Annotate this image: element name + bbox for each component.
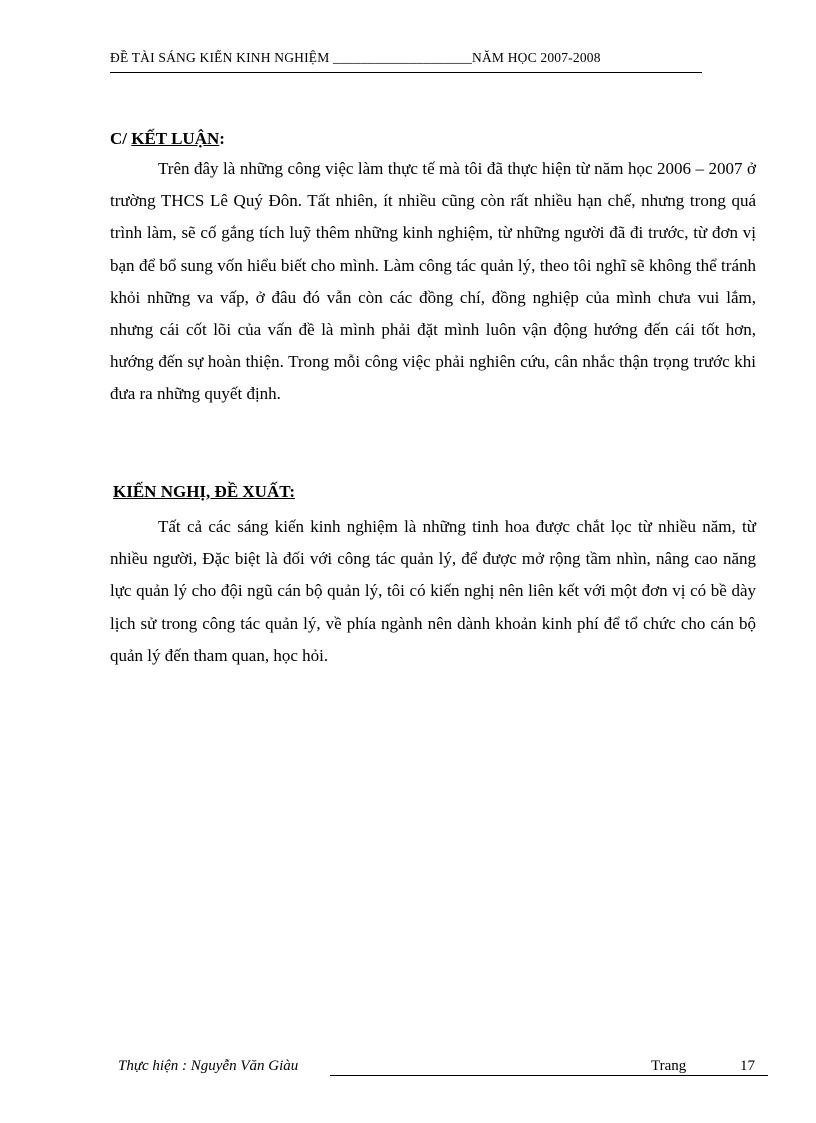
recommendation-paragraph: Tất cả các sáng kiến kinh nghiệm là những tinh hoa được chắt lọc từ nhiều năm, từ nhiều người, Đặc biệt là đối với công tác quản lý, để được mở rộng tầm nhìn, nâng cao năng lực quản lý cho đội ngũ cán bộ quản lý, tôi có kiến nghị nên liên kết với một đơn vị có bề dày lịch sử trong công tác quản lý, về phía ngành nên dành khoản kinh phí để tổ chức cho cán bộ quản lý đến tham quan, học hỏi.: [110, 517, 756, 665]
footer-page-number: 17: [740, 1058, 755, 1074]
footer-page-label: Trang: [651, 1058, 687, 1074]
conclusion-prefix: C/: [110, 129, 132, 148]
page-header: ĐỀ TÀI SÁNG KIẾN KINH NGHIỆM ____________________NĂM HỌC 2007-2008: [110, 50, 601, 65]
conclusion-colon: :: [219, 129, 225, 148]
conclusion-title: KẾT LUẬN: [131, 129, 220, 148]
header-rule: [110, 72, 702, 73]
conclusion-paragraph: Trên đây là những công việc làm thực tế mà tôi đã thực hiện từ năm học 2006 – 2007 ở trường THCS Lê Quý Đôn. Tất nhiên, ít nhiều cũng còn rất nhiều hạn chế, nhưng trong quá trình làm, sẽ cố gắng tích luỹ thêm những kinh nghiệm, từ những người đã đi trước, từ đơn vị bạn để bổ sung vốn hiểu biết cho mình. Làm công tác quản lý, theo tôi nghĩ sẽ không thể tránh khỏi những va vấp, ở đâu đó vẫn còn các đồng chí, đồng nghiệp của mình chưa vui lắm, nhưng cái cốt lõi của vấn đề là mình phải đặt mình luôn vận động hướng đến cái tốt hơn, hướng đến sự hoàn thiện. Trong mỗi công việc phải nghiên cứu, cân nhắc thận trọng trước khi đưa ra những quyết định.: [110, 159, 756, 404]
recommendation-heading: [113, 482, 295, 502]
page-footer: [118, 1058, 758, 1080]
footer-author: Thực hiện : Nguyễn Văn Giàu: [118, 1058, 299, 1074]
footer-rule: [330, 1075, 768, 1076]
recommendation-title: KIẾN NGHỊ, ĐỀ XUẤT:: [113, 482, 295, 501]
conclusion-heading: [110, 129, 225, 149]
